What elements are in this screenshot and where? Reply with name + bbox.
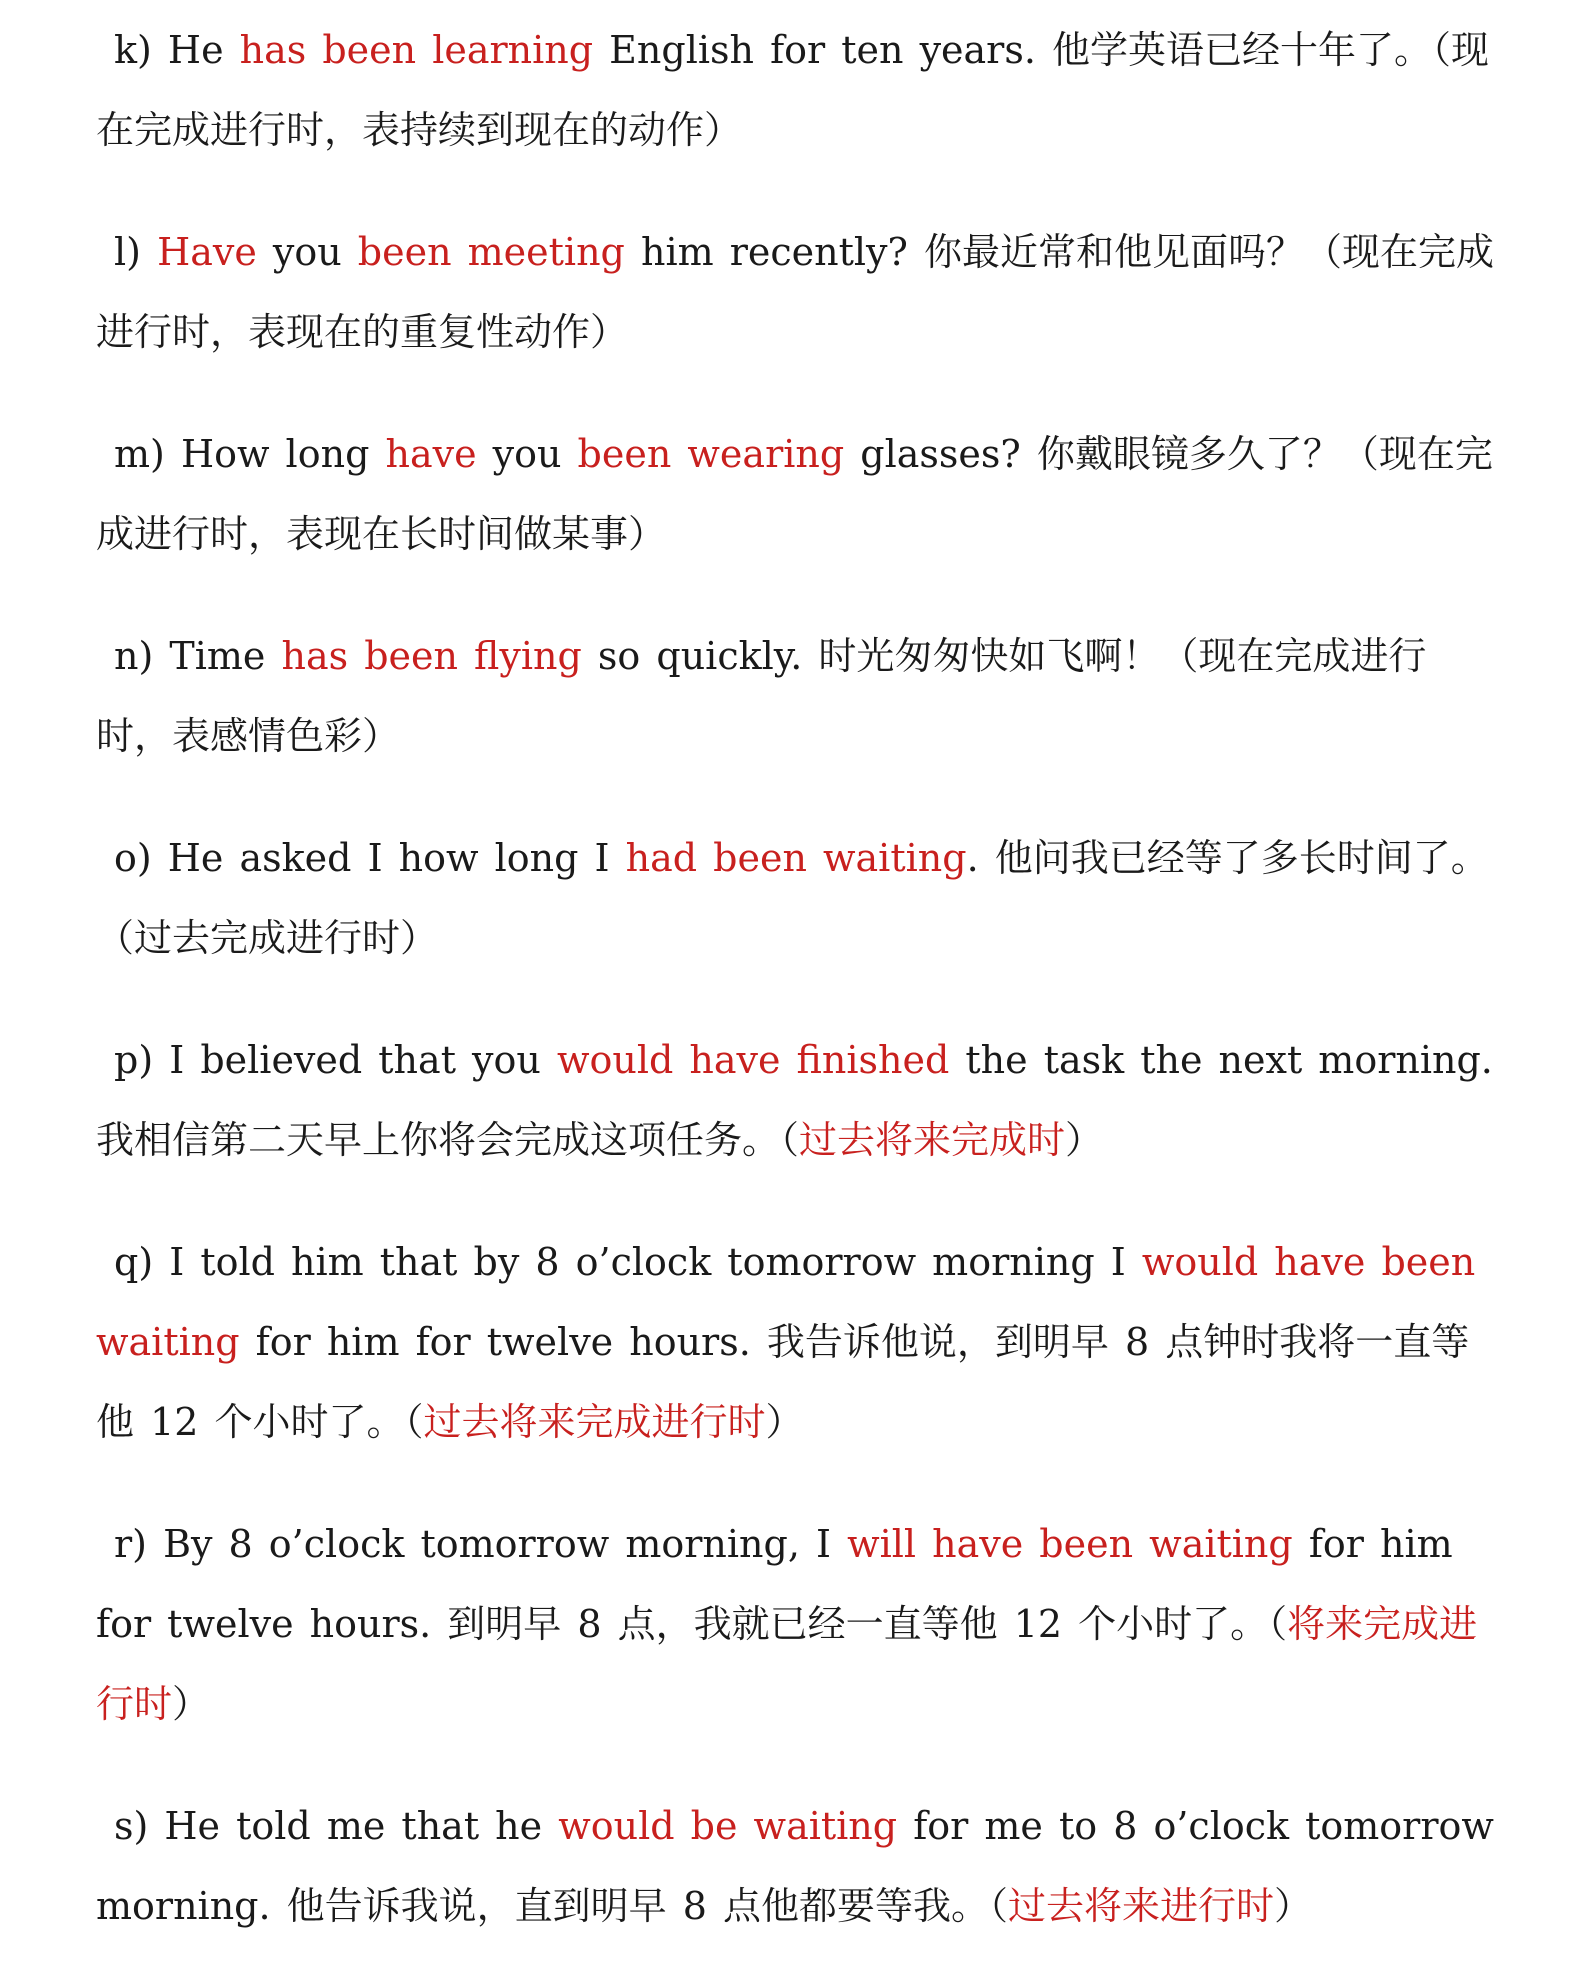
example-l [96,212,1494,372]
example-r [96,1504,1494,1744]
text-segment: the task the next morning. 我相信第二天早上你将会完成这项任务。（ [96,1038,1493,1162]
tense-highlight: had been waiting [625,836,967,880]
text-segment: k) He [114,28,240,72]
text-segment: ） [1274,1884,1313,1928]
tense-highlight: been wearing [577,432,845,476]
tense-highlight: has been learning [239,28,594,72]
text-segment: you [476,432,578,476]
tense-highlight: has been flying [281,634,582,678]
tense-highlight: would have been waiting [96,1240,1476,1364]
tense-highlight: would be waiting [558,1804,898,1848]
tense-highlight: will have been waiting [847,1522,1293,1566]
text-segment: . 他问我已经等了多长时间了。（过去完成进行时） [96,836,1489,960]
text-segment: glasses? 你戴眼镜多久了？（现在完成进行时，表现在长时间做某事） [96,432,1493,556]
tense-highlight: have [385,432,477,476]
text-segment: l) [114,230,158,274]
example-o [96,818,1494,978]
tense-highlight: would have finished [556,1038,950,1082]
tense-label: 过去将来完成进行时 [423,1400,766,1444]
text-segment: p) I believed that you [114,1038,557,1082]
text-segment: s) He told me that he [114,1804,559,1848]
text-segment: ） [1065,1118,1104,1162]
example-n [96,616,1494,776]
text-segment: ） [172,1682,211,1726]
text-segment: r) By 8 o’clock tomorrow morning, I [114,1522,848,1566]
text-segment: for me to 8 o’clock tomorrow morning. 他告诉我说，直到明早 8 点他都要等我。（ [96,1804,1494,1928]
tense-label: 过去将来进行时 [1008,1884,1275,1928]
tense-highlight: been meeting [357,230,625,274]
text-segment: him recently? 你最近常和他见面吗？（现在完成进行时，表现在的重复性动作） [96,230,1494,354]
example-k [96,10,1494,170]
example-m [96,414,1494,574]
example-p [96,1020,1494,1180]
text-segment: you [256,230,358,274]
text-segment: o) He asked I how long I [114,836,626,880]
text-segment: q) I told him that by 8 o’clock tomorrow morning I [114,1240,1142,1284]
tense-label: 过去将来完成时 [799,1118,1066,1162]
document-body [96,10,1494,1988]
example-s [96,1786,1494,1946]
tense-label: 将来完成进行时 [96,1602,1478,1726]
tense-highlight: Have [157,230,257,274]
text-segment: ） [765,1400,804,1444]
example-q [96,1222,1494,1462]
text-segment: n) Time [114,634,282,678]
text-segment: so quickly. 时光匆匆快如飞啊！（现在完成进行时，表感情色彩） [96,634,1427,758]
text-segment: for him for twelve hours. 到明早 8 点，我就已经一直等他 12 个小时了。（ [96,1522,1453,1646]
text-segment: m) How long [114,432,386,476]
text-segment: for him for twelve hours. 我告诉他说，到明早 8 点钟时我将一直等他 12 个小时了。（ [96,1320,1470,1444]
text-segment: English for ten years. 他学英语已经十年了。（现在完成进行时，表持续到现在的动作） [96,28,1490,152]
